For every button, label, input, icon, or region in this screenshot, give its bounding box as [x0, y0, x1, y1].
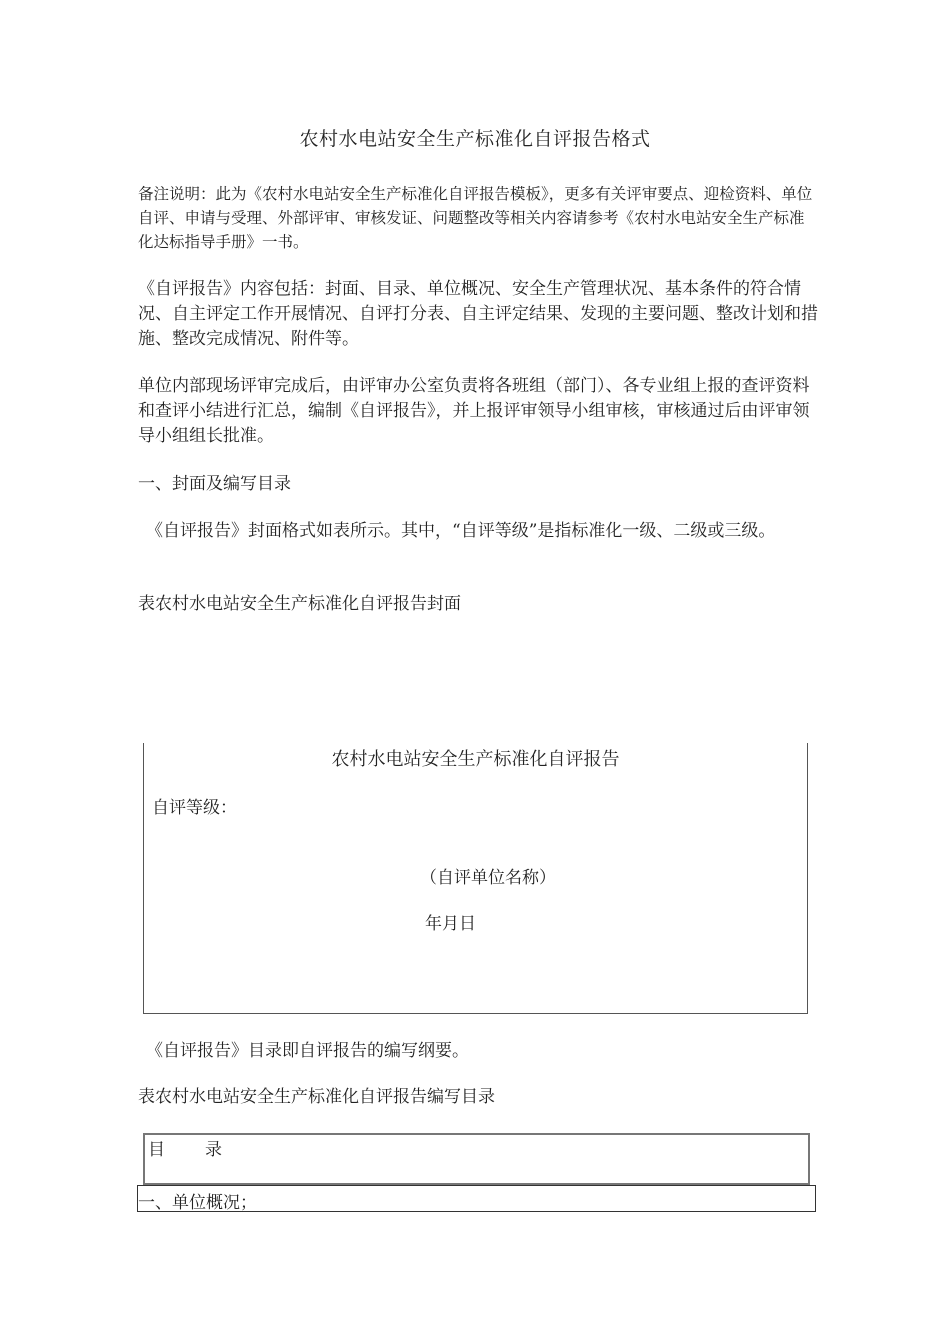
toc-item: 一、单位概况； [138, 1193, 257, 1213]
toc-heading: 目 录 [148, 1140, 224, 1160]
note-paragraph: 备注说明：此为《农村水电站安全生产标准化自评报告模板》，更多有关评审要点、迎检资料、单位自评、申请与受理、外部评审、审核发证、问题整改等相关内容请参考《农村水电站安全生产标准化达标指导手册》一书。 [138, 185, 813, 251]
procedure-paragraph: 单位内部现场评审完成后，由评审办公室负责将各班组（部门）、各专业组上报的查评资料和查评小结进行汇总，编制《自评报告》，并上报评审领导小组审核，审核通过后由评审领导小组组长批准。 [138, 376, 810, 446]
toc-caption: 表农村水电站安全生产标准化自评报告编写目录 [138, 1087, 495, 1107]
cover-table [143, 743, 808, 1014]
cover-unit-name: （自评单位名称） [420, 868, 556, 888]
toc-header-table [143, 1133, 810, 1185]
toc-description: 《自评报告》目录即自评报告的编写纲要。 [146, 1041, 469, 1061]
cover-caption: 表农村水电站安全生产标准化自评报告封面 [138, 594, 461, 614]
cover-title: 农村水电站安全生产标准化自评报告 [331, 749, 620, 770]
cover-grade-label: 自评等级： [152, 798, 237, 818]
document-title: 农村水电站安全生产标准化自评报告格式 [299, 128, 651, 150]
cover-date: 年月日 [425, 914, 476, 934]
cover-description: 《自评报告》封面格式如表所示。其中，“自评等级”是指标准化一级、二级或三级。 [146, 521, 776, 541]
section-heading: 一、封面及编写目录 [138, 474, 291, 494]
toc-row [137, 1185, 816, 1212]
content-paragraph: 《自评报告》内容包括：封面、目录、单位概况、安全生产管理状况、基本条件的符合情况、自主评定工作开展情况、自评打分表、自主评定结果、发现的主要问题、整改计划和措施、整改完成情况、附件等。 [138, 279, 818, 349]
